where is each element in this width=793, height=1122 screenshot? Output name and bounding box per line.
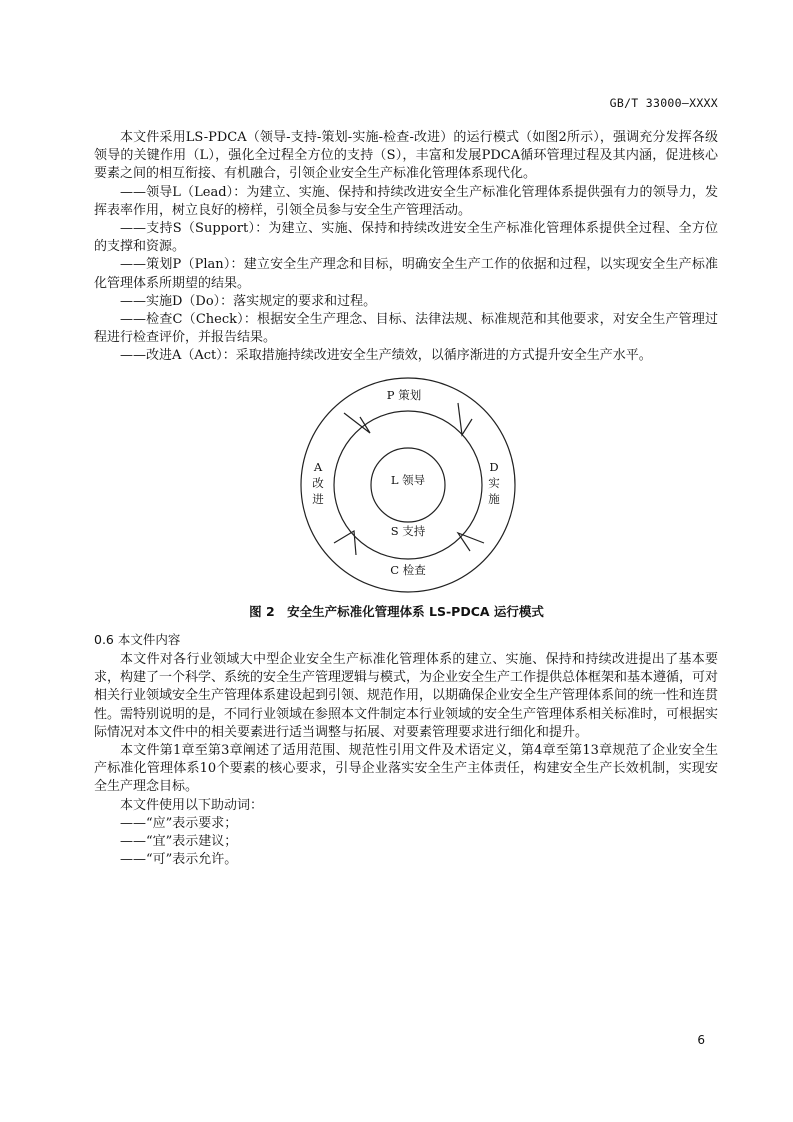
- plan-definition: ——策划P（Plan）：建立安全生产理念和目标，明确安全生产工作的依据和过程，以实现安全生产标准化管理体系所期望的结果。: [94, 257, 718, 291]
- intro-paragraph: 本文件采用LS-PDCA（领导-支持-策划-实施-检查-改进）的运行模式（如图2所示），强调充分发挥各级领导的关键作用（L），强化全过程全方位的支持（S），丰富和发展PDCA循环管理过程及其内涵，促进核心要素之间的相互衔接、有机融合，引领企业安全生产标准化管理体系现代化。: [94, 130, 718, 182]
- lead-definition: ——领导L（Lead）：为建立、实施、保持和持续改进安全生产标准化管理体系提供强有力的领导力，发挥表率作用，树立良好的榜样，引领全员参与安全生产管理活动。: [94, 184, 718, 218]
- intro-section: [94, 129, 718, 366]
- pdca-cycle-svg: [298, 375, 518, 595]
- arrow-separator-top-right: [458, 403, 472, 435]
- auxiliary-verb-shall: ——“应”表示要求；: [120, 815, 238, 831]
- do-label-letter: D: [489, 460, 499, 474]
- lead-label: L 领导: [390, 473, 426, 487]
- act-definition: ——改进A（Act）：采取措施持续改进安全生产绩效，以循序渐进的方式提升安全生产水平。: [120, 348, 652, 364]
- page-number: 6: [697, 1033, 705, 1047]
- check-label: C 检查: [390, 563, 426, 577]
- check-definition: ——检查C（Check）：根据安全生产理念、目标、法律法规、标准规范和其他要求，对安全生产管理过程进行检查评价，并报告结果。: [94, 312, 718, 346]
- arrow-separator-top-left: [344, 413, 370, 433]
- do-label-char1: 实: [488, 476, 500, 490]
- act-label-char1: 改: [312, 476, 324, 490]
- do-label-char2: 施: [488, 492, 500, 506]
- auxiliary-verb-may: ——“可”表示允许。: [120, 852, 238, 868]
- document-code: GB/T 33000—XXXX: [609, 96, 718, 110]
- content-paragraph: 本文件第1章至第3章阐述了适用范围、规范性引用文件及术语定义，第4章至第13章规范了企业安全生产标准化管理体系10个要素的核心要求，引导企业落实安全生产主体责任，构建安全生产长效机制，实现安全生产理念目标。: [94, 743, 718, 795]
- plan-label: P 策划: [386, 388, 422, 402]
- do-definition: ——实施D（Do）：落实规定的要求和过程。: [120, 293, 377, 309]
- content-paragraph: 本文件对各行业领域大中型企业安全生产标准化管理体系的建立、实施、保持和持续改进提出了基本要求，构建了一个科学、系统的安全生产管理逻辑与模式，为企业安全生产工作提供总体框架和基本遵循，可对相关行业领域安全生产管理体系建设起到引领、规范作用，以期确保企业安全生产管理体系间的统一性和连贯性。需特别说明的是，不同行业领域在参照本文件制定本行业领域的安全生产管理体系相关标准时，可根据实际情况对本文件中的相关要素进行适当调整与拓展、对要素管理要求进行细化和提升。: [94, 652, 719, 740]
- figure-caption: 图 2 安全生产标准化管理体系 LS-PDCA 运行模式: [249, 604, 544, 619]
- auxiliary-verb-should: ——“宜”表示建议；: [120, 834, 238, 850]
- support-label: S 支持: [390, 524, 426, 538]
- ls-pdca-diagram: [298, 375, 518, 595]
- act-label-letter: A: [313, 460, 323, 474]
- act-label-char2: 进: [312, 492, 324, 506]
- section-heading: 0.6 本文件内容: [94, 632, 181, 647]
- auxiliary-verbs-intro: 本文件使用以下助动词：: [120, 797, 264, 813]
- content-section: [94, 651, 718, 869]
- support-definition: ——支持S（Support）：为建立、实施、保持和持续改进安全生产标准化管理体系提供全过程、全方位的支撑和资源。: [94, 221, 718, 255]
